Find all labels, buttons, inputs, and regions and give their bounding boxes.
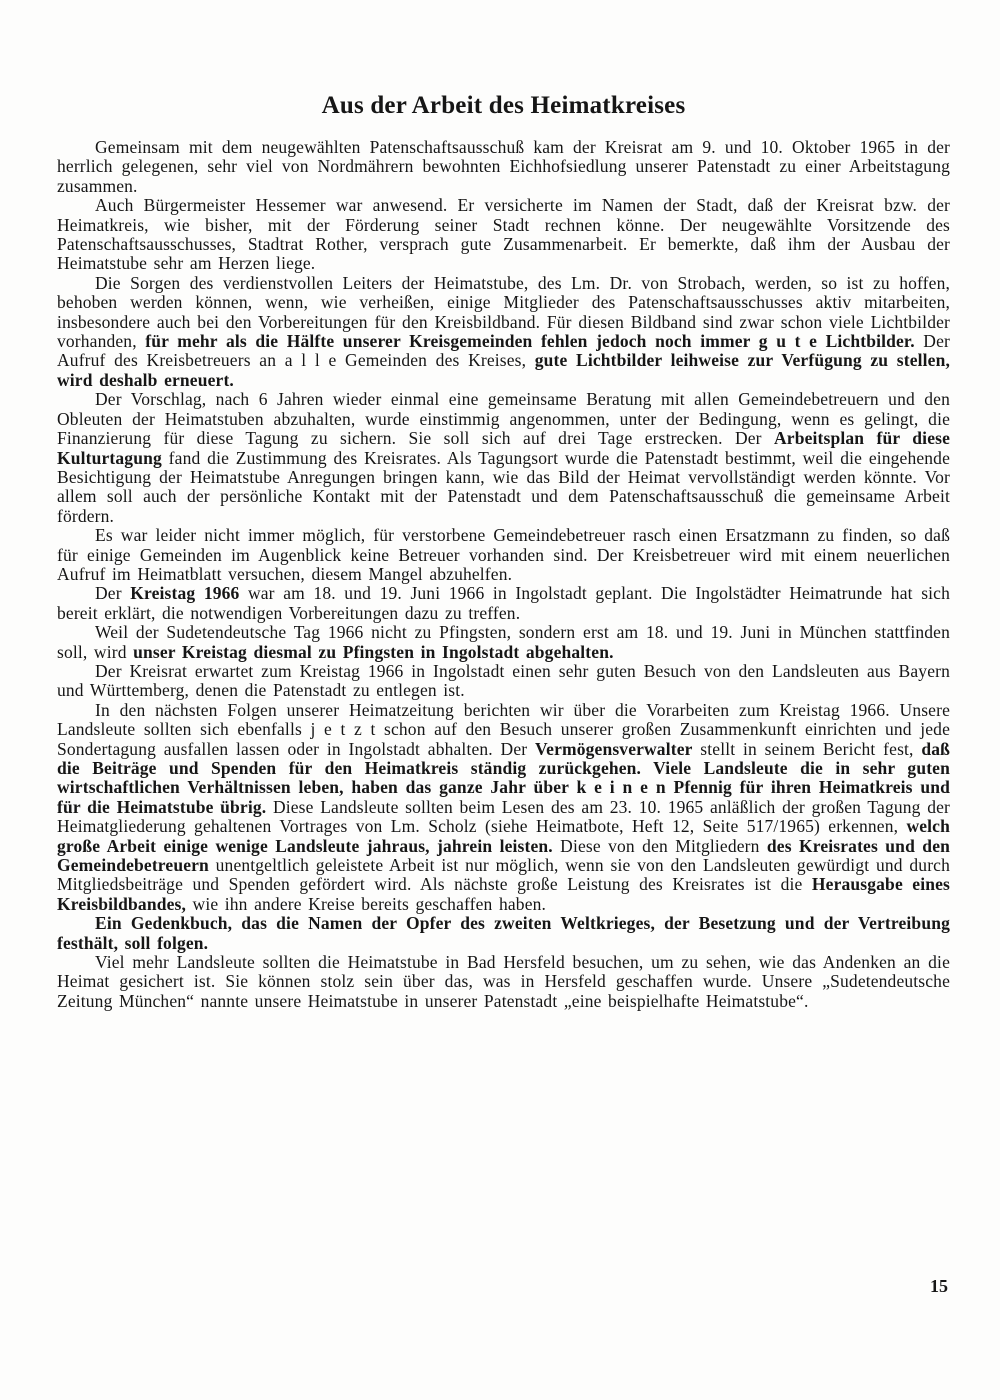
paragraph [57,701,950,914]
text-run: Die Sorgen des verdienstvollen Leiters der Heimatstube, des Lm. Dr. von Strobach, werden, so ist zu hoffen, behoben werden können, wenn, wie verheißen, einige Mitglieder des Patenschaftsausschusses aktiv mitarbeiten, insbesondere auch bei den Vorbereitungen für den Kreisbildband. Für diesen Bildband sind zwar schon viele Lichtbilder vorhanden, [57,272,950,352]
text-run: Diese von den Mitgliedern [552,835,767,856]
paragraph [57,390,950,526]
text-run: Der Kreisrat erwartet zum Kreistag 1966 in Ingolstadt einen sehr guten Besuch von den Landsleuten aus Bayern und Württemberg, denen die Patenstadt zu entlegen ist. [57,660,950,701]
paragraph [57,623,950,662]
bold-text-run: des Kreisrates und den Gemeindebetreuern [57,835,950,876]
text-run: stellt in seinem Bericht fest, [692,738,922,759]
text-run: Der Vorschlag, nach 6 Jahren wieder einmal eine gemeinsame Beratung mit allen Gemeindebetreuern und den Obleuten der Heimatstuben abzuhalten, wurde einstimmig angenommen, unter der Bedingung, wenn es gelingt, die Finanzierung für diese Tagung zu sichern. Sie soll sich auf drei Tage erstrecken. Der [57,389,950,449]
text-run: Der [95,583,131,604]
bold-text-run: Vermögensverwalter [534,738,693,759]
page-number: 15 [930,1276,948,1296]
bold-text-run: für mehr als die Hälfte unserer Kreisgemeinden fehlen jedoch noch immer g u t e Lichtbilder. [145,331,915,352]
bold-text-run: Kreistag 1966 [130,583,240,604]
text-run: fand die Zustimmung des Kreisrates. Als Tagungsort wurde die Patenstadt bestimmt, weil die eingehende Besichtigung der Heimatstube Anregungen bringen kann, wie das Bild der Heimat vervollständigt werden könnte. Vor allem soll auch der persönliche Kontakt mit der Patenstadt und dem Patenschaftsausschuß die gemeinsame Arbeit fördern. [57,447,950,526]
text-run: Auch Bürgermeister Hessemer war anwesend. Er versicherte im Namen der Stadt, daß der Kreisrat bzw. der Heimatkreis, wie bisher, mit der Förderung seiner Stadt rechnen könne. Der neugewählte Vorsitzende des Patenschaftsausschusses, Stadtrat Rother, versprach gute Zusammenarbeit. Er bemerkte, daß ihm der Ausbau der Heimatstube sehr am Herzen liege. [57,195,950,274]
bold-text-run: gute Lichtbilder leihweise zur Verfügung zu stellen, wird deshalb erneuert. [57,350,950,390]
bold-text-run: welch große Arbeit einige wenige Landsleute jahraus, jahrein leisten. [57,816,950,856]
text-run: Diese Landsleute sollten beim Lesen des am 23. 10. 1965 anläßlich der großen Tagung der Heimatgliederung gehaltenen Vortrages von Lm. Scholz (siehe Heimatbote, Heft 12, Seite 517/1965) erkennen, [57,796,950,837]
paragraph [57,584,950,623]
text-run: Gemeinsam mit dem neugewählten Patenschaftsausschuß kam der Kreisrat am 9. und 10. Oktober 1965 in der herrlich gelegenen, sehr viel von Nordmährern bewohnten Eichhofsiedlung unserer Patenstadt zu einer Arbeitstagung zusammen. [57,137,950,196]
text-run: Viel mehr Landsleute sollten die Heimatstube in Bad Hersfeld besuchen, um zu sehen, wie das Andenken an die Heimat gesichert ist. Sie können stolz sein über das, was in Hersfeld geschaffen wurde. Unsere „Sudetendeutsche Zeitung München“ nannte unsere Heimatstube in unserer Patenstadt „eine beispielhafte Heimatstube“. [57,952,950,1011]
paragraph [57,914,950,953]
bold-text-run: Herausgabe eines Kreisbildbandes, [57,874,951,914]
document-body [57,138,950,1011]
text-run: unentgeltlich geleistete Arbeit ist nur möglich, wenn sie von den Landsleuten gewürdigt und durch Mitgliedsbeiträge und Spenden gefördert wird. Als nächste große Leistung des Kreisrates ist die [57,855,950,895]
text-run: Weil der Sudetendeutsche Tag 1966 nicht zu Pfingsten, sondern erst am 18. und 19. Juni in München stattfinden soll, wird [57,622,950,662]
text-run: Der Aufruf des Kreisbetreuers an a l l e Gemeinden des Kreises, [57,331,950,371]
bold-text-run: daß die Beiträge und Spenden für den Heimatkreis ständig zurückgehen. Viele Landsleute die in sehr guten wirtschaftlichen Verhältnissen leben, haben das ganze Jahr über k e i n e n Pfennig für ihren Heimatkreis und für die Heimatstube übrig. [57,738,950,817]
text-run: wie ihn andere Kreise bereits geschaffen haben. [186,893,547,914]
text-run: Es war leider nicht immer möglich, für verstorbene Gemeindebetreuer rasch einen Ersatzmann zu finden, so daß für einige Gemeinden im Augenblick keine Betreuer vorhanden sind. Der Kreisbetreuer wird mit einem neuerlichen Aufruf im Heimatblatt versuchen, diesem Mangel abzuhelfen. [57,525,950,584]
bold-text-run: Ein Gedenkbuch, das die Namen der Opfer des zweiten Weltkrieges, der Besetzung und der Vertreibung festhält, soll folgen. [57,913,950,953]
paragraph [57,526,950,584]
text-run: In den nächsten Folgen unserer Heimatzeitung berichten wir über die Vorarbeiten zum Kreistag 1966. Unsere Landsleute sollten sich ebenfalls j e t z t schon auf den Besuch unserer großen Zusammenkunft einrichten und jede Sondertagung ausfallen lassen oder in Ingolstadt abhalten. Der [57,699,950,759]
paragraph [57,953,950,1011]
paragraph [57,662,950,701]
text-block [57,92,950,1011]
paragraph [57,196,950,274]
paragraph [57,274,950,390]
paragraph [57,138,950,196]
page-title: Aus der Arbeit des Heimatkreises [321,92,686,119]
bold-text-run: unser Kreistag diesmal zu Pfingsten in Ingolstadt abgehalten. [133,641,614,662]
bold-text-run: Arbeitsplan für diese Kulturtagung [57,428,950,468]
text-run: war am 18. und 19. Juni 1966 in Ingolstadt geplant. Die Ingolstädter Heimatrunde hat sich bereit erklärt, die notwendigen Vorbereitungen dazu zu treffen. [57,583,950,623]
